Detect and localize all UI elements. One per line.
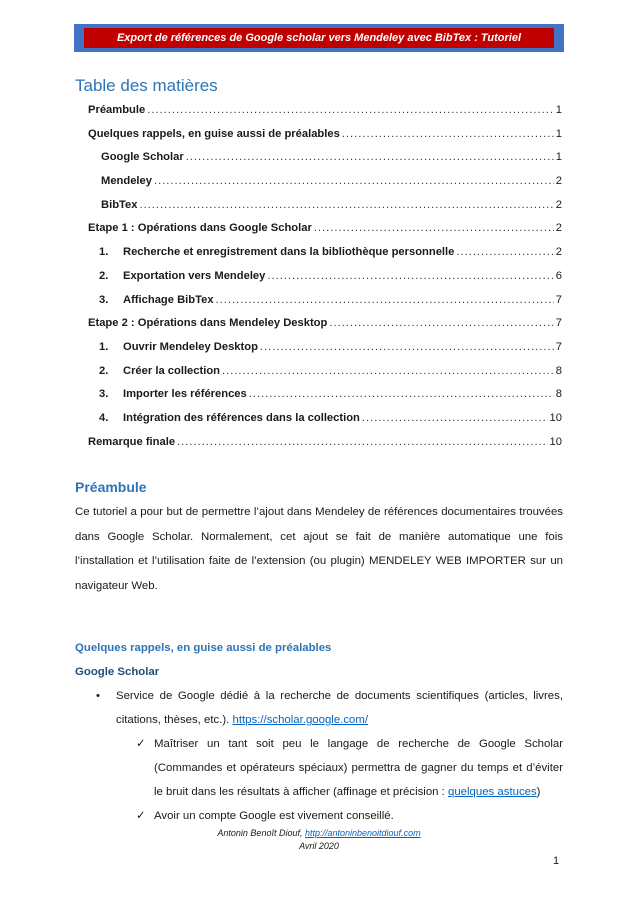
toc-entry-number: 3.	[99, 388, 109, 401]
toc-entry-page: 2	[555, 246, 562, 259]
toc-entry-page: 1	[555, 127, 562, 140]
toc-entry-page: 6	[555, 269, 562, 282]
toc-entry-label: Google Scholar	[101, 151, 184, 164]
toc-leader	[186, 151, 554, 163]
toc-entry-number: 1.	[99, 246, 109, 259]
toc-entry-label: BibTex	[101, 198, 138, 211]
footer-date: Avril 2020	[299, 841, 339, 851]
check-text: Avoir un compte Google est vivement conseillé.	[154, 810, 394, 822]
check-text-end: )	[536, 786, 541, 798]
toc-title: Table des matières	[75, 76, 218, 95]
toc-leader	[362, 412, 548, 424]
toc-leader	[314, 222, 554, 234]
toc-entry[interactable]	[88, 341, 562, 365]
toc-entry[interactable]	[88, 222, 562, 246]
section-heading-rappels: Quelques rappels, en guise aussi de préalables	[75, 642, 332, 654]
bullet-icon: •	[96, 690, 100, 702]
toc-leader	[222, 365, 554, 377]
toc-entry-label: Quelques rappels, en guise aussi de préalables	[88, 127, 340, 140]
toc-entry-page: 1	[555, 104, 562, 116]
footer-author: Antonin Benoît Diouf,	[217, 828, 303, 838]
table-of-contents	[88, 104, 562, 459]
toc-leader	[139, 199, 553, 211]
bullet-item	[96, 684, 563, 732]
document-title: Export de références de Google scholar vers Mendeley avec BibTex : Tutoriel	[84, 28, 554, 48]
toc-entry-label: Etape 2 : Opérations dans Mendeley Desktop	[88, 317, 328, 330]
toc-entry-page: 2	[555, 198, 562, 211]
check-text: Maîtriser un tant soit peu le langage de recherche de Google Scholar (Commandes et opérateurs spéciaux) permettra de gagner du temps et d’éviter le bruit dans les résultats à afficher (affinage et précision :	[154, 738, 563, 798]
page-number: 1	[553, 855, 560, 867]
toc-leader	[456, 246, 553, 258]
toc-leader	[154, 175, 554, 187]
toc-entry-page: 10	[549, 411, 562, 424]
toc-entry[interactable]	[88, 412, 562, 436]
toc-entry[interactable]	[88, 317, 562, 341]
toc-entry-number: 1.	[99, 340, 109, 353]
header-banner	[74, 24, 564, 52]
preambule-paragraph: Ce tutoriel a pour but de permettre l’ajout dans Mendeley de références documentaires trouvées dans Google Scholar. Normalement, cet ajout se fait de manière automatique une fois l’installation et l’utilisation faite de l’extension (ou plugin) MENDELEY WEB IMPORTER sur un navigateur Web.	[75, 506, 563, 592]
toc-entry[interactable]	[88, 104, 562, 128]
check-item	[136, 804, 563, 828]
toc-entry-number: 3.	[99, 293, 109, 306]
toc-entry-page: 7	[555, 317, 562, 330]
section-heading-preambule: Préambule	[75, 479, 147, 495]
toc-leader	[342, 128, 554, 140]
subheading-google-scholar: Google Scholar	[75, 666, 160, 678]
bullet-text: Service de Google dédié à la recherche de documents scientifiques (articles, livres, citations, thèses, etc.).	[116, 690, 563, 726]
toc-entry-page: 7	[555, 340, 562, 353]
toc-entry[interactable]	[88, 365, 562, 389]
toc-entry-number: 2.	[99, 269, 109, 282]
toc-entry-label: Recherche et enregistrement dans la bibliothèque personnelle	[123, 246, 455, 259]
toc-entry-page: 2	[555, 175, 562, 188]
toc-entry-number: 4.	[99, 411, 109, 424]
toc-entry-page: 1	[555, 151, 562, 164]
toc-entry[interactable]	[88, 199, 562, 223]
toc-leader	[267, 270, 553, 282]
toc-entry-label: Affichage BibTex	[123, 293, 214, 306]
toc-leader	[260, 341, 554, 353]
toc-entry-label: Remarque finale	[88, 435, 176, 448]
toc-entry-page: 7	[555, 293, 562, 306]
author-website-link[interactable]: http://antoninbenoitdiouf.com	[304, 828, 421, 838]
toc-entry[interactable]	[88, 270, 562, 294]
checkmark-icon: ✓	[136, 810, 146, 822]
toc-leader	[147, 104, 554, 116]
toc-leader	[329, 317, 553, 329]
toc-leader	[249, 388, 554, 400]
tips-link[interactable]: quelques astuces	[448, 786, 537, 798]
toc-entry-page: 8	[555, 364, 562, 377]
toc-entry[interactable]	[88, 175, 562, 199]
toc-entry-label: Etape 1 : Opérations dans Google Scholar	[88, 222, 312, 235]
toc-entry[interactable]	[88, 246, 562, 270]
toc-entry-label: Préambule	[88, 104, 146, 116]
toc-entry-page: 10	[549, 435, 562, 448]
toc-entry-number: 2.	[99, 364, 109, 377]
toc-entry-label: Créer la collection	[123, 364, 220, 377]
toc-entry[interactable]	[88, 294, 562, 318]
toc-entry-label: Mendeley	[101, 175, 152, 188]
scholar-link[interactable]: https://scholar.google.com/	[232, 714, 368, 726]
toc-entry-label: Intégration des références dans la collection	[123, 411, 360, 424]
checkmark-icon: ✓	[136, 738, 146, 750]
toc-entry[interactable]	[88, 128, 562, 152]
toc-entry[interactable]	[88, 436, 562, 460]
toc-entry-label: Ouvrir Mendeley Desktop	[123, 340, 258, 353]
toc-entry-page: 8	[555, 388, 562, 401]
toc-entry-label: Importer les références	[123, 388, 247, 401]
toc-leader	[177, 436, 548, 448]
check-item	[136, 732, 563, 804]
toc-entry-label: Exportation vers Mendeley	[123, 269, 266, 282]
toc-leader	[216, 294, 554, 306]
toc-entry[interactable]	[88, 388, 562, 412]
page-footer	[0, 827, 638, 853]
toc-entry-page: 2	[555, 222, 562, 235]
toc-entry[interactable]	[88, 151, 562, 175]
